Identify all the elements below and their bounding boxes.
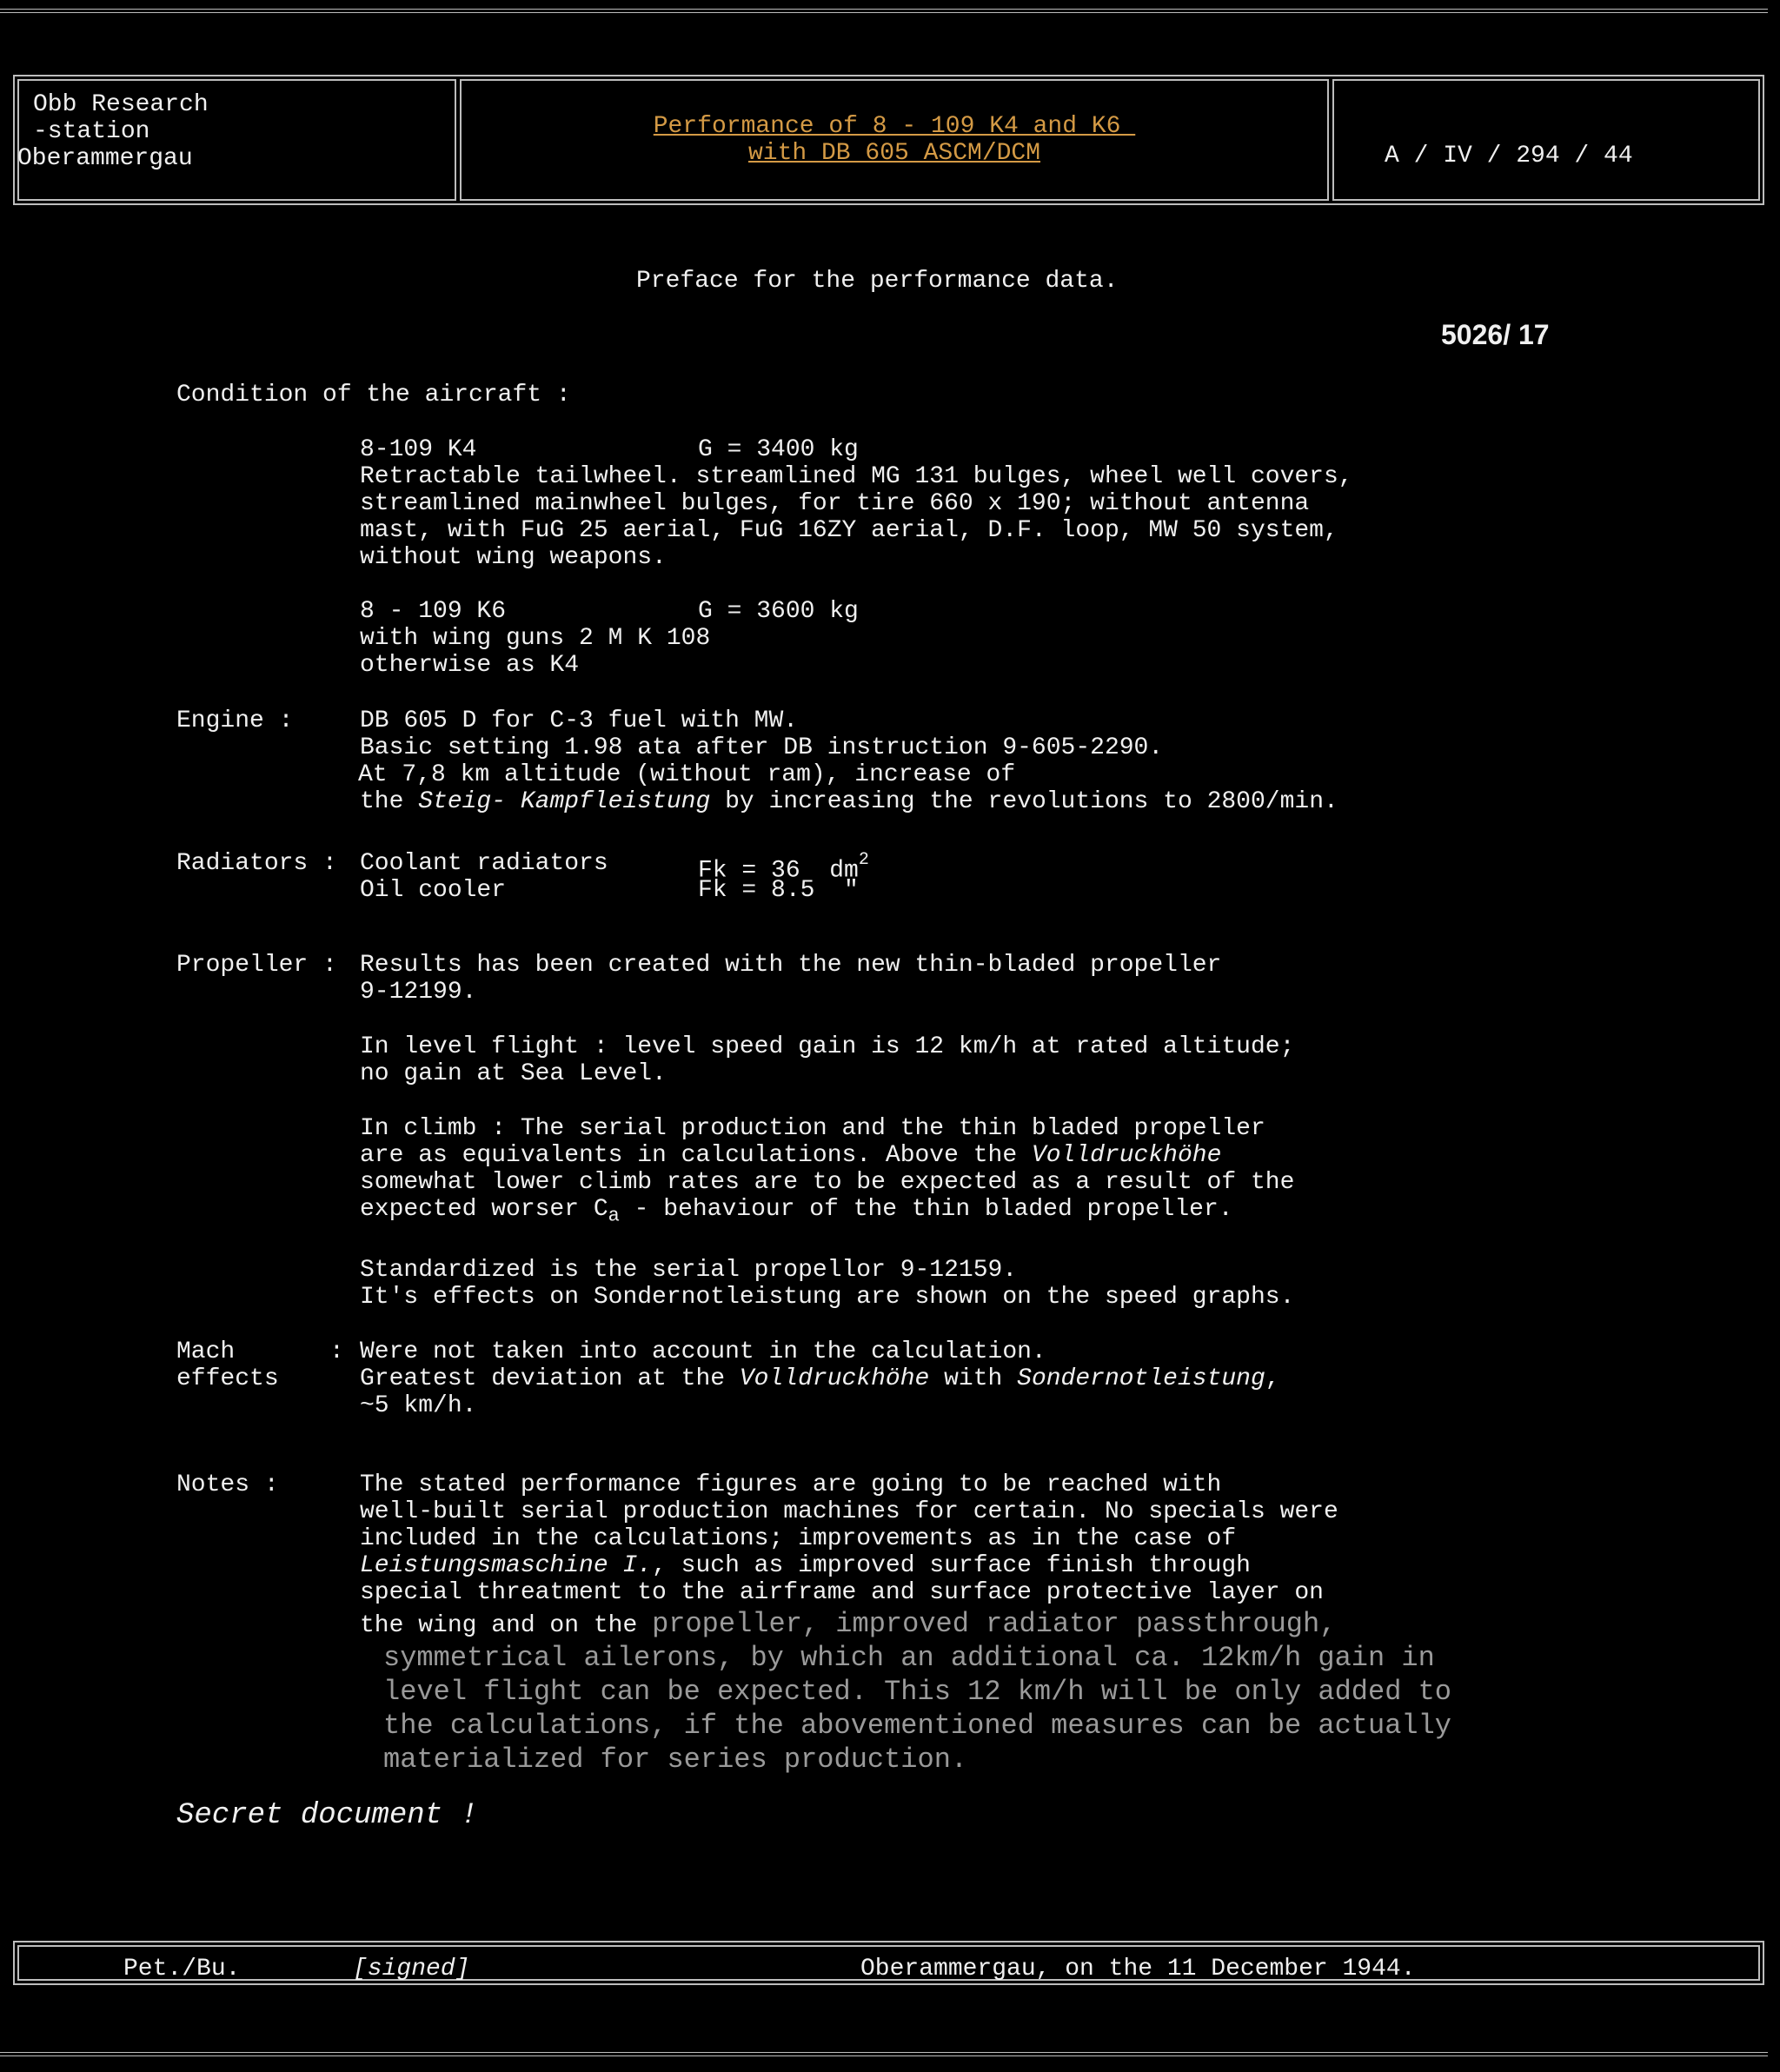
notes-line: the wing and on the propeller, improved radiator passthrough, [360, 1608, 1337, 1640]
document-footer [13, 1941, 1764, 1985]
k4-weight: G = 3400 kg [698, 436, 859, 463]
propeller-line: Standardized is the serial propellor 9-12159. [360, 1257, 1018, 1284]
superscript: 2 [858, 850, 869, 870]
propeller-line: expected worser $C_a$ - behaviour of the thin bladed propeller. [360, 1196, 1233, 1227]
mach-line: Were not taken into account in the calculation. [360, 1338, 1046, 1365]
reference-cell [1332, 79, 1760, 201]
notes-line: special threatment to the airframe and surface protective layer on [360, 1579, 1324, 1606]
org-line: -station [33, 118, 150, 145]
propeller-line: Results has been created with the new thin-bladed propeller [360, 952, 1222, 979]
footer-signed: [signed] [353, 1956, 470, 1982]
engine-line: DB 605 D for C-3 fuel with MW. [360, 707, 799, 734]
document-title-line: Performance of 8 - 109 K4 and K6 [653, 113, 1136, 140]
scanned-text: propeller, improved radiator passthrough, [652, 1608, 1337, 1640]
engine-line: Basic setting 1.98 ata after DB instruction 9-605-2290. [360, 734, 1164, 761]
coolant-radiator-value: Fk = 36 $dm^2$ [698, 850, 869, 885]
propeller-label: Propeller : [176, 952, 337, 979]
k4-description-line: mast, with FuG 25 aerial, FuG 16ZY aerial, D.F. loop, MW 50 system, [360, 517, 1338, 544]
notes-line: well-built serial production machines for certain. No specials were [360, 1498, 1338, 1525]
oil-cooler-name: Oil cooler [360, 877, 507, 904]
mach-label: effects [176, 1365, 279, 1392]
engine-line: the Steig- Kampfleistung by increasing the revolutions to 2800/min. [360, 788, 1338, 815]
mach-line: Greatest deviation at the Volldruckhöhe with Sondernotleistung, [360, 1365, 1280, 1392]
preface-heading: Preface for the performance data. [636, 268, 1119, 295]
document-header [13, 75, 1764, 205]
propeller-line: In climb : The serial production and the thin bladed propeller [360, 1115, 1265, 1142]
k6-name: 8 - 109 K6 [360, 598, 507, 625]
k4-description-line: Retractable tailwheel. streamlined MG 131 bulges, wheel well covers, [360, 463, 1353, 490]
k6-description-line: with wing guns 2 M K 108 [360, 625, 711, 652]
notes-scanned-line: the calculations, if the abovementioned measures can be actually [383, 1710, 1451, 1742]
notes-line: Leistungsmaschine I., such as improved surface finish through [360, 1552, 1251, 1579]
notes-line: The stated performance figures are going to be reached with [360, 1471, 1222, 1498]
document-number: 5026/ 17 [1441, 319, 1550, 350]
notes-scanned-line: symmetrical ailerons, by which an additional ca. 12km/h gain in [383, 1642, 1435, 1674]
bottom-double-rule [0, 2052, 1768, 2056]
notes-line: included in the calculations; improvements as in the case of [360, 1525, 1237, 1552]
condition-heading: Condition of the aircraft : [176, 382, 571, 408]
secret-notice: Secret document ! [176, 1799, 478, 1832]
notes-scanned-line: level flight can be expected. This 12 km/h will be only added to [383, 1676, 1451, 1708]
top-double-rule [0, 9, 1768, 13]
italic-term: Steig- Kampfleistung [418, 788, 711, 815]
org-line: Obb Research [33, 91, 209, 118]
k4-description-line: without wing weapons. [360, 544, 667, 571]
mach-line: ~5 km/h. [360, 1392, 477, 1419]
propeller-line: 9-12199. [360, 979, 477, 1006]
notes-label: Notes : [176, 1471, 279, 1498]
oil-cooler-value: Fk = 8.5 " [698, 877, 859, 904]
k6-description-line: otherwise as K4 [360, 652, 580, 679]
propeller-line: somewhat lower climb rates are to be expected as a result of the [360, 1169, 1295, 1196]
title-cell [460, 79, 1329, 201]
propeller-line: It's effects on Sondernotleistung are shown on the speed graphs. [360, 1284, 1295, 1311]
document-reference: A / IV / 294 / 44 [1385, 143, 1633, 169]
italic-term: Volldruckhöhe [739, 1365, 930, 1392]
k4-description-line: streamlined mainwheel bulges, for tire 660 x 190; without antenna [360, 490, 1310, 517]
subscript: a [608, 1205, 620, 1227]
document-title-line: with DB 605 ASCM/DCM [747, 140, 1041, 167]
notes-scanned-line: materialized for series production. [383, 1743, 968, 1776]
italic-term: Sondernotleistung [1017, 1365, 1265, 1392]
footer-cell [17, 1945, 1760, 1981]
engine-label: Engine : [176, 707, 294, 734]
radiators-label: Radiators : [176, 850, 337, 877]
k4-name: 8-109 K4 [360, 436, 477, 463]
italic-term: Leistungsmaschine I. [360, 1552, 653, 1579]
propeller-line: are as equivalents in calculations. Above the Volldruckhöhe [360, 1142, 1222, 1169]
engine-line: At 7,8 km altitude (without ram), increase of [358, 761, 1016, 788]
footer-initials: Pet./Bu. [123, 1956, 241, 1982]
italic-term: Volldruckhöhe [1031, 1142, 1222, 1169]
mach-colon: : [329, 1338, 344, 1365]
org-cell [17, 79, 456, 201]
footer-place-date: Oberammergau, on the 11 December 1944. [860, 1956, 1416, 1982]
k6-weight: G = 3600 kg [698, 598, 859, 625]
propeller-line: In level flight : level speed gain is 12 km/h at rated altitude; [360, 1033, 1295, 1060]
mach-label: Mach [176, 1338, 236, 1365]
org-line: Oberammergau [17, 145, 193, 172]
propeller-line: no gain at Sea Level. [360, 1060, 667, 1087]
coolant-radiator-name: Coolant radiators [360, 850, 608, 877]
